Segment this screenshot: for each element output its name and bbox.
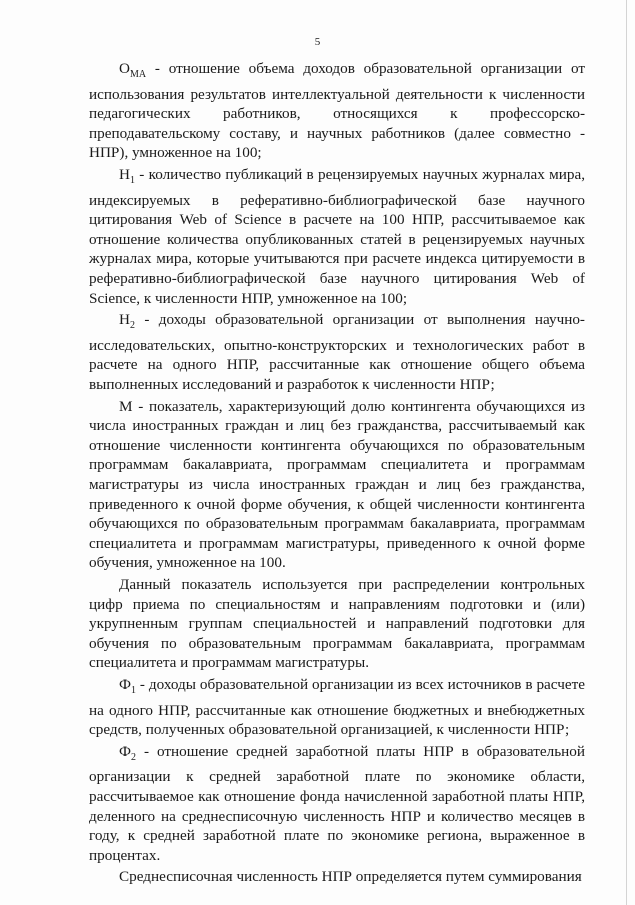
paragraph-m	[89, 397, 585, 573]
paragraph-text: - доходы образовательной организации из всех источников в расчете на одного НПР, рассчитанные как отношение бюджетных и внебюджетных средств, полученных образовательной организацией, к численности НПР;	[89, 675, 585, 739]
paragraph-oma	[89, 59, 585, 163]
paragraph-n1	[89, 165, 585, 308]
symbol: Ф	[119, 742, 131, 760]
subscript: 2	[129, 320, 135, 332]
paragraph-f1	[89, 675, 585, 740]
paragraph-f2	[89, 742, 585, 866]
paragraph-continuation	[89, 867, 585, 887]
symbol: Н	[119, 166, 130, 183]
paragraph-text: - отношение объема доходов образовательной организации от использования результатов интеллектуальной деятельности к численности педагогических работников, относящихся к профессорско-преподавательскому составу, и научных работников (далее совместно - НПР), умноженное на 100;	[89, 60, 585, 162]
paragraph-text: Данный показатель используется при распределении контрольных цифр приема по специальностям и направлениям подготовки и (или) укрупненным группам специальностей и направлений подготовки для обучения по образовательным программам бакалавриата, программам специалитета и программам магистратуры.	[89, 575, 585, 672]
subscript: МА	[129, 69, 147, 81]
scan-edge-line	[626, 0, 627, 905]
paragraph-text: - доходы образовательной организации от выполнения научно-исследовательских, опытно-конструкторских и технологических работ в расчете на одного НПР, рассчитанные как отношение общего объема выполненных исследований и разработок к численности НПР;	[89, 311, 585, 393]
document-body	[89, 59, 585, 887]
page-number: 5	[314, 36, 321, 48]
subscript: 1	[129, 175, 135, 187]
symbol: М	[119, 397, 133, 415]
subscript: 1	[131, 684, 136, 696]
subscript: 2	[131, 751, 136, 763]
symbol: Н	[119, 311, 130, 329]
symbol: О	[119, 60, 130, 77]
paragraph-usage-note	[89, 575, 585, 673]
paragraph-text: - количество публикаций в рецензируемых научных журналах мира, индексируемых в реферативно-библиографической базе научного цитирования Web of Science в расчете на 100 НПР, рассчитываемое как отношение количества опубликованных статей в рецензируемых научных журналах мира, которые учитываются при расчете индекса цитируемости в реферативно-библиографической базе научного цитирования Web of Science, к численности НПР, умноженное на 100;	[89, 166, 585, 307]
paragraph-text: Среднесписочная численность НПР определяется путем суммирования	[119, 868, 582, 886]
paragraph-text: - показатель, характеризующий долю контингента обучающихся из числа иностранных граждан и лиц без гражданства, рассчитываемый как отношение численности контингента обучающихся по образовательным программам бакалавриата, программам специалитета и программам магистратуры из числа иностранных граждан и лиц без гражданства, приведенного к очной форме обучения, к общей численности контингента обучающихся по образовательным программам бакалавриата, программам специалитета и программам магистратуры, приведенного к очной форме обучения, умноженное на 100.	[89, 397, 585, 572]
paragraph-n2	[89, 310, 585, 394]
symbol: Ф	[119, 675, 131, 693]
paragraph-text: - отношение средней заработной платы НПР в образовательной организации к средней заработной плате по экономике области, рассчитываемое как отношение фонда начисленной заработной платы НПР, деленного на среднесписочную численность НПР и количество месяцев в году, к средней заработной плате по экономике региона, выраженное в процентах.	[89, 742, 585, 864]
